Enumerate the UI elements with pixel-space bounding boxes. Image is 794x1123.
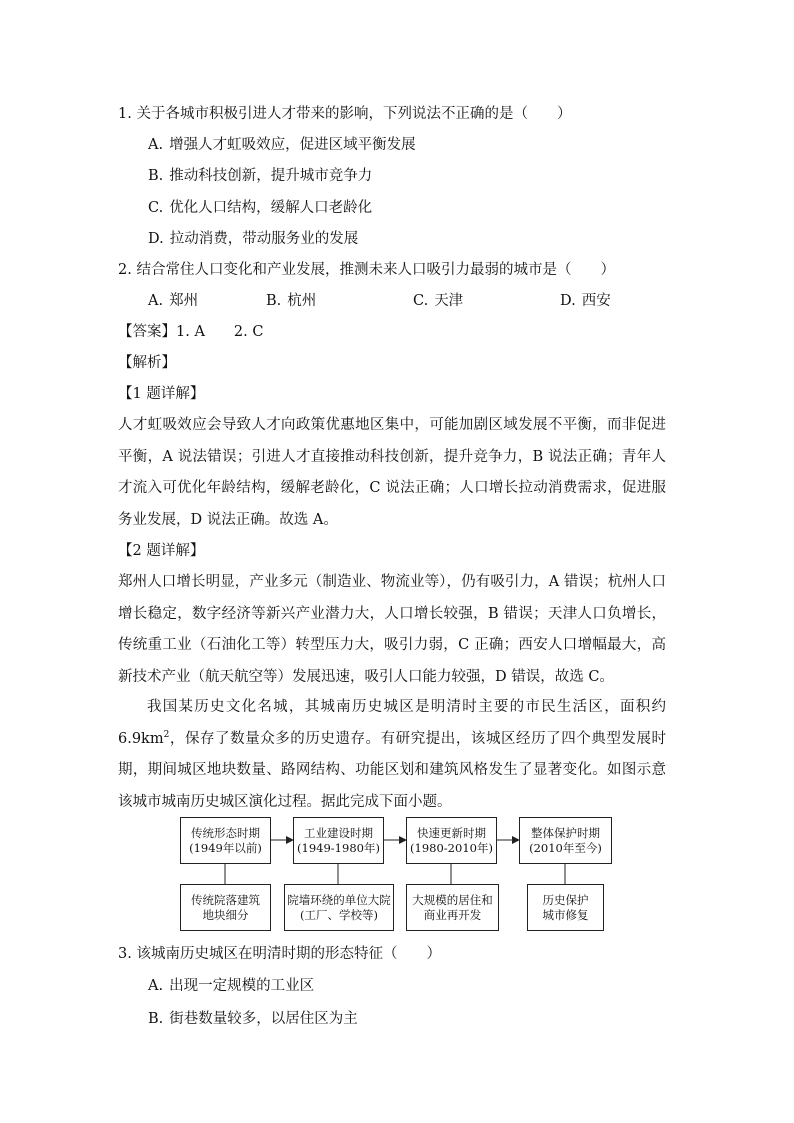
question-2-option-a bbox=[148, 291, 198, 311]
question-1-option-c bbox=[148, 198, 372, 218]
option-text: 杭州 bbox=[287, 293, 317, 309]
period-box-traditional bbox=[180, 817, 271, 864]
period-name: 快速更新时期 bbox=[417, 825, 486, 840]
feature-line-2: 城市修复 bbox=[542, 907, 589, 922]
period-box-rapid-renewal bbox=[406, 817, 497, 864]
feature-line-1: 院墙环绕的单位大院 bbox=[287, 892, 391, 907]
option-label: A. bbox=[148, 293, 164, 309]
area-unit-superscript: 2 bbox=[163, 729, 170, 740]
option-text: 出现一定规模的工业区 bbox=[169, 978, 315, 994]
question-3-stem: 3. 该城南历史城区在明清时期的形态特征（ ） bbox=[118, 946, 441, 962]
feature-box-rapid-renewal bbox=[406, 884, 499, 931]
option-text: 增强人才虹吸效应，促进区域平衡发展 bbox=[169, 137, 416, 153]
period-years: (1949年以前) bbox=[189, 840, 262, 855]
question-2-option-b bbox=[266, 291, 316, 311]
period-years: (1980-2010年) bbox=[410, 840, 493, 855]
option-label: B. bbox=[148, 1011, 164, 1027]
period-box-industrial bbox=[293, 817, 384, 864]
option-text: 拉动消费，带动服务业的发展 bbox=[169, 231, 359, 247]
detail-2-label: 【2 题详解】 bbox=[118, 543, 205, 559]
analysis-label: 【解析】 bbox=[118, 355, 176, 371]
option-label: D. bbox=[560, 293, 576, 309]
question-2-stem: 2. 结合常住人口变化和产业发展，推测未来人口吸引力最弱的城市是（ ） bbox=[118, 262, 615, 278]
option-text: 天津 bbox=[434, 293, 464, 309]
feature-line-2: 地块细分 bbox=[202, 907, 249, 922]
evolution-diagram bbox=[180, 814, 612, 932]
option-label: C. bbox=[148, 200, 164, 216]
period-years: (2010年至今) bbox=[529, 840, 602, 855]
answer-text: 1. A 2. C bbox=[176, 324, 264, 340]
option-label: A. bbox=[148, 137, 164, 153]
period-name: 整体保护时期 bbox=[531, 825, 600, 840]
material-text-part2: ，保存了数量众多的历史遗存。有研究提出，该城区经历了四个典型发展时期，期间城区地块数量、路网结构、功能区划和建筑风格发生了显著变化。如图示意该城市城南历史城区演化过程。据此完成下面小题。 bbox=[118, 730, 666, 810]
answer-line bbox=[118, 322, 263, 342]
answer-label: 【答案】 bbox=[118, 324, 176, 340]
question-1-option-d bbox=[148, 229, 358, 249]
option-text: 优化人口结构，缓解人口老龄化 bbox=[169, 200, 373, 216]
option-label: B. bbox=[266, 293, 282, 309]
question-3-option-a bbox=[148, 976, 314, 996]
option-label: A. bbox=[148, 978, 164, 994]
period-name: 传统形态时期 bbox=[191, 825, 260, 840]
option-text: 街巷数量较多，以居住区为主 bbox=[169, 1011, 358, 1027]
option-label: C. bbox=[413, 293, 429, 309]
period-box-protection bbox=[519, 817, 612, 864]
detail-1-label: 【1 题详解】 bbox=[118, 386, 205, 402]
question-2-option-d bbox=[560, 291, 611, 311]
feature-line-2: 商业再开发 bbox=[423, 907, 482, 922]
period-name: 工业建设时期 bbox=[304, 825, 373, 840]
material-paragraph bbox=[118, 692, 666, 818]
feature-box-industrial bbox=[284, 884, 394, 931]
option-text: 西安 bbox=[581, 293, 611, 309]
option-label: D. bbox=[148, 231, 164, 247]
feature-box-traditional bbox=[180, 884, 271, 931]
feature-line-2: (工厂、学校等) bbox=[300, 907, 378, 922]
detail-1-text: 人才虹吸效应会导致人才向政策优惠地区集中，可能加剧区域发展不平衡，而非促进平衡，A 说法错误；引进人才直接推动科技创新，提升竞争力，B 说法正确；青年人才流入可优化年龄结构，缓解老龄化，C 说法正确；人口增长拉动消费需求，促进服务业发展，D 说法正确。故选 A。 bbox=[118, 417, 666, 528]
question-1-option-a bbox=[148, 135, 416, 155]
feature-line-1: 传统院落建筑 bbox=[191, 892, 260, 907]
question-3-option-b bbox=[148, 1009, 358, 1029]
material-text-part1: 我国某历史文化名城，其城南历史城区是明清时主要的市民生活区，面积约 6.9km bbox=[118, 699, 666, 747]
period-years: (1949-1980年) bbox=[297, 840, 380, 855]
question-1-option-b bbox=[148, 166, 372, 186]
option-text: 郑州 bbox=[169, 293, 199, 309]
option-label: B. bbox=[148, 168, 164, 184]
question-2-option-c bbox=[413, 291, 463, 311]
feature-box-protection bbox=[527, 884, 604, 931]
feature-line-1: 大规模的居住和 bbox=[412, 892, 493, 907]
detail-2-text: 郑州人口增长明显，产业多元（制造业、物流业等），仍有吸引力，A 错误；杭州人口增长稳定，数字经济等新兴产业潜力大，人口增长较强，B 错误；天津人口负增长，传统重工业（石油化工等）转型压力大，吸引力弱，C 正确；西安人口增幅最大，高新技术产业（航天航空等）发展迅速，吸引人口能力较强，D 错误，故选 C。 bbox=[118, 574, 666, 685]
option-text: 推动科技创新，提升城市竞争力 bbox=[169, 168, 373, 184]
question-1-stem: 1. 关于各城市积极引进人才带来的影响，下列说法不正确的是（ ） bbox=[118, 106, 572, 122]
feature-line-1: 历史保护 bbox=[542, 892, 589, 907]
